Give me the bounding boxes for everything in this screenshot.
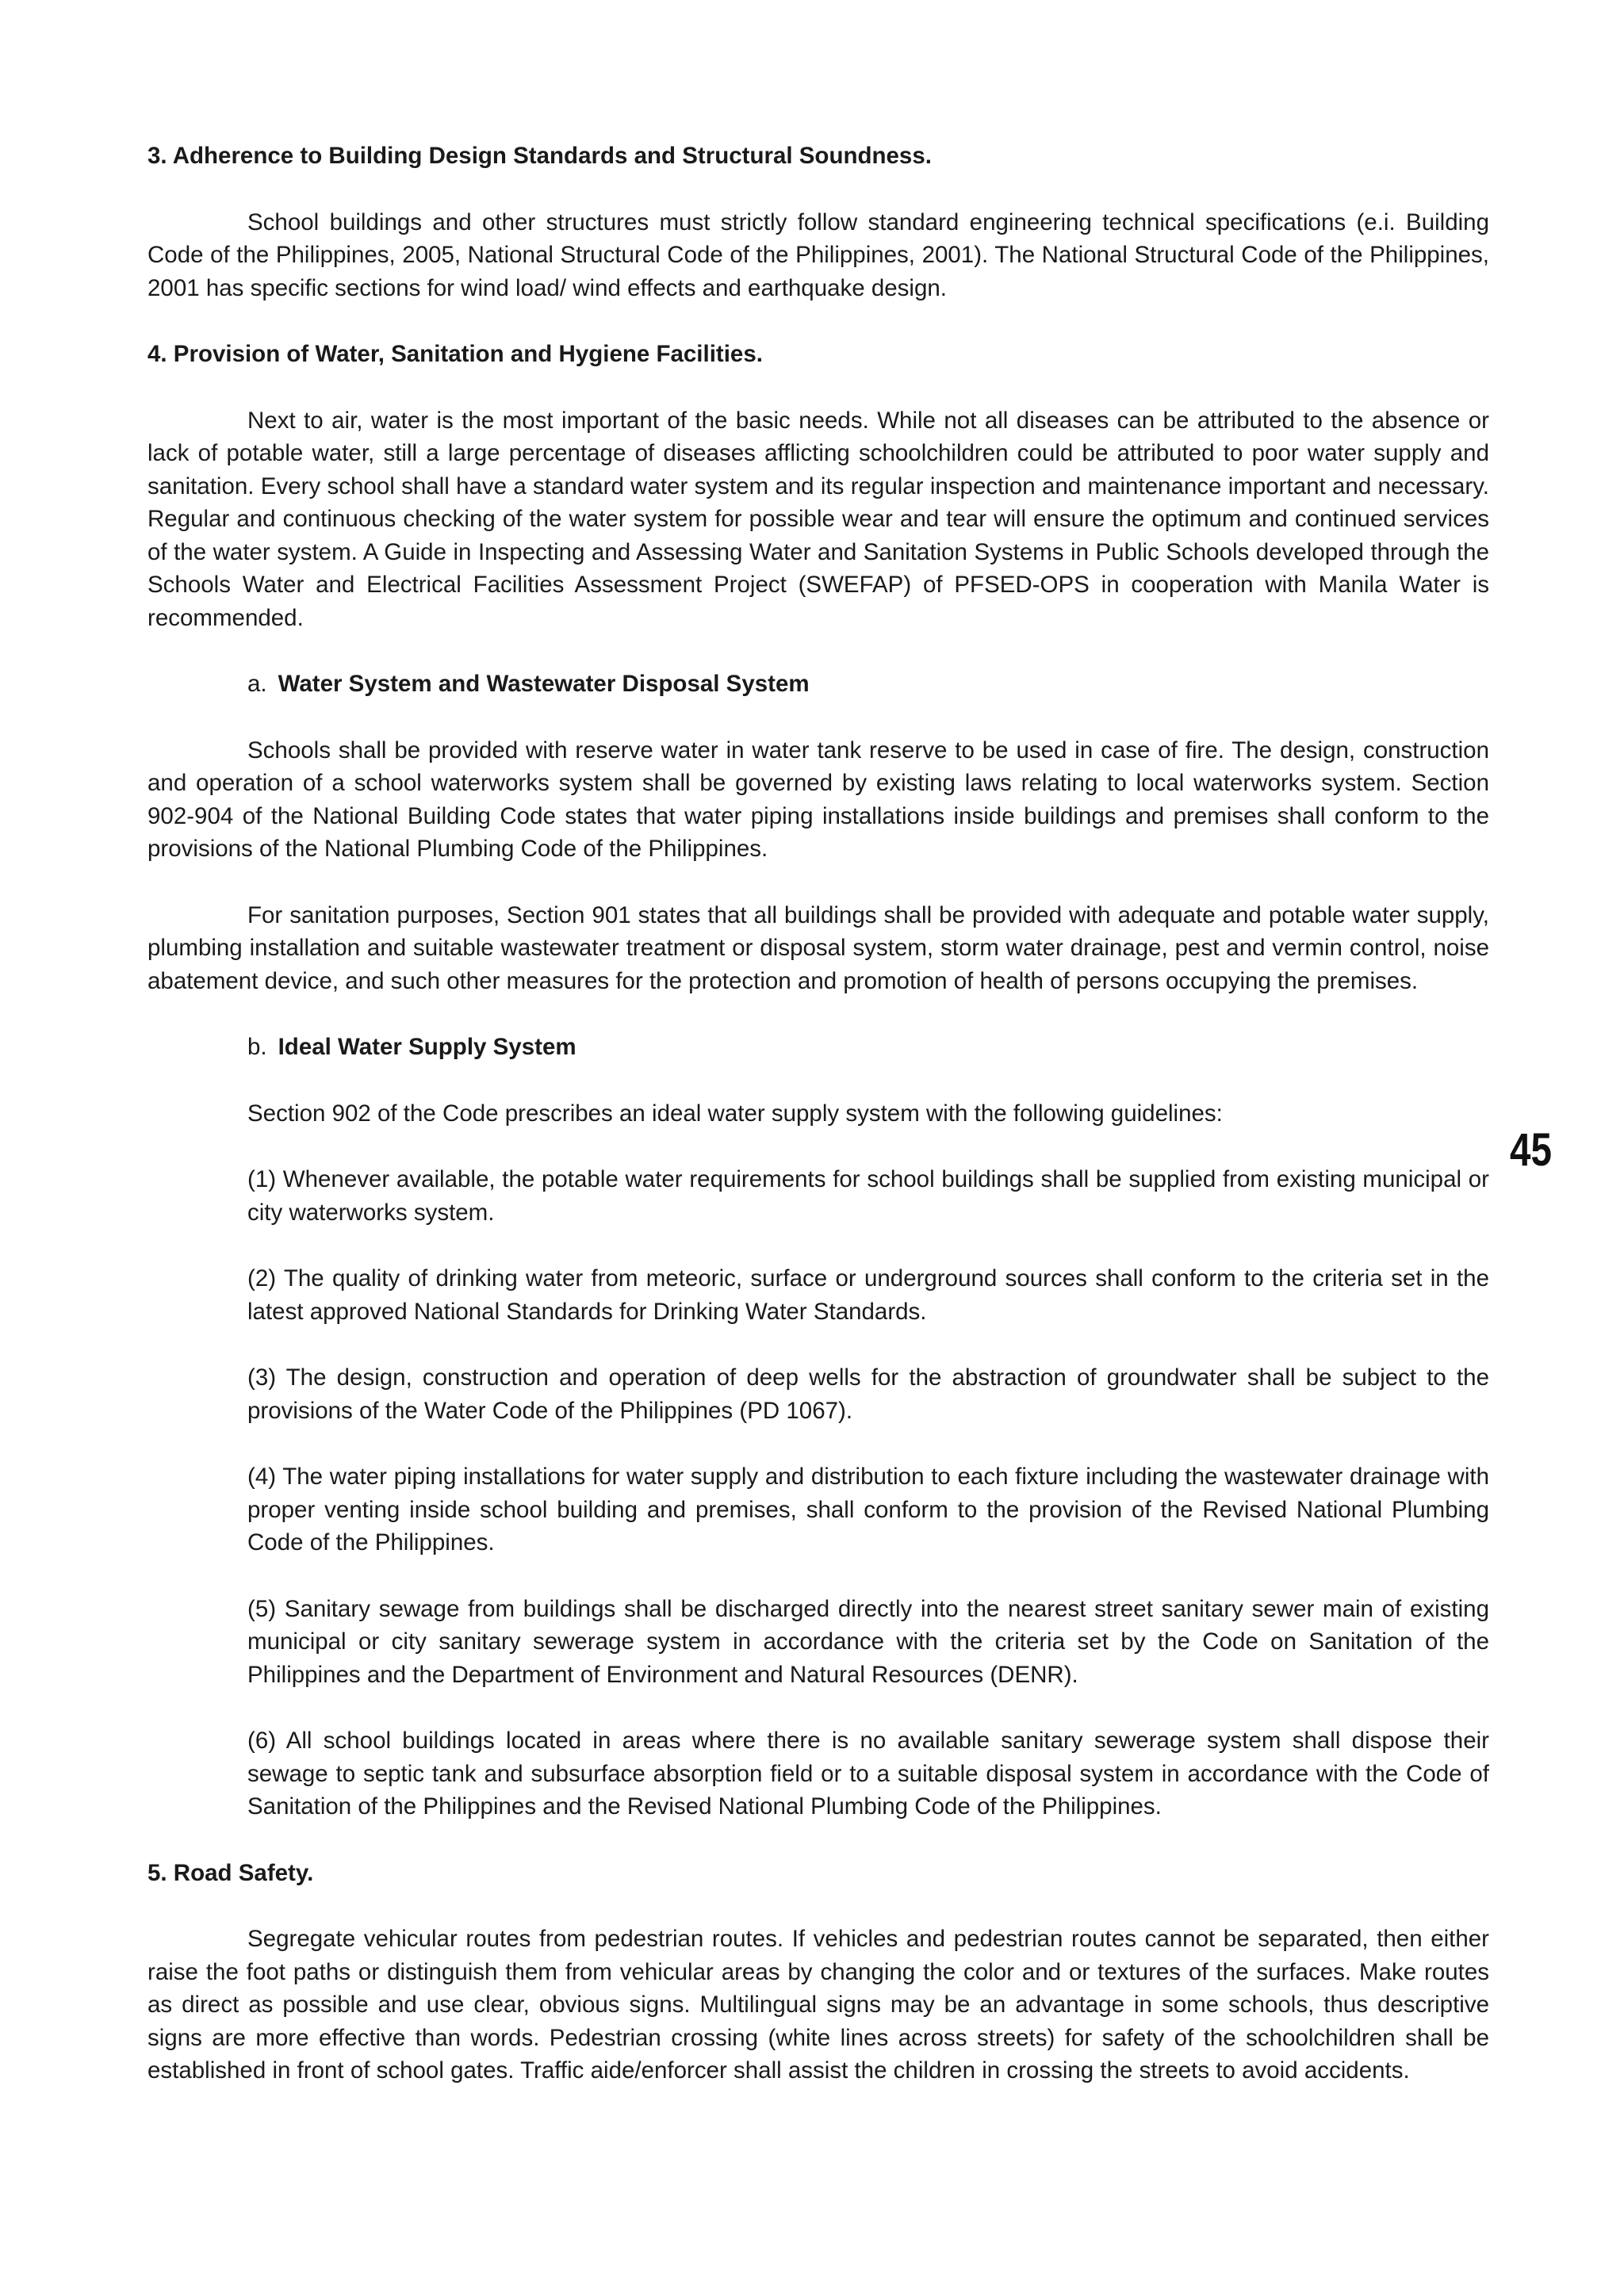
page-number: 45 [1510,1124,1552,1176]
guideline-item-5: (5) Sanitary sewage from buildings shall be discharged directly into the nearest street sanitary sewer main of existing municipal or city sanitary sewerage system in accordance with the criteria set by the Code on Sanitation of the Philippines and the Department of Environment and Natural Resources (DENR). [247,1595,1489,1688]
guideline-item-4: (4) The water piping installations for water supply and distribution to each fixture including the wastewater drainage with proper venting inside school building and premises, shall conform to the provision of the Revised National Plumbing Code of the Philippines. [247,1464,1489,1556]
section-4-paragraph: Next to air, water is the most important of the basic needs. While not all diseases can be attributed to the absence or lack of potable water, still a large percentage of diseases afflicting schoolchildren could be attributed to poor water supply and sanitation. Every school shall have a standard water system and its regular inspection and maintenance important and necessary. Regular and continuous checking of the water system for possible wear and tear will ensure the optimum and continued services of the water system. A Guide in Inspecting and Assessing Water and Sanitation Systems in Public Schools developed through the Schools Water and Electrical Facilities Assessment Project (SWEFAP) of PFSED-OPS in cooperation with Manila Water is recommended. [147,407,1489,631]
section-5-paragraph: Segregate vehicular routes from pedestrian routes. If vehicles and pedestrian routes cannot be separated, then either raise the foot paths or distinguish them from vehicular areas by changing the color and or textures of the surfaces. Make routes as direct as possible and use clear, obvious signs. Multilingual signs may be an advantage in some schools, thus descriptive signs are more effective than words. Pedestrian crossing (white lines across streets) for safety of the schoolchildren shall be established in front of school gates. Traffic aide/enforcer shall assist the children in crossing the streets to avoid accidents. [147,1926,1489,2084]
subsection-b-title: Ideal Water Supply System [278,1034,576,1060]
section-4-heading: 4. Provision of Water, Sanitation and Hygiene Facilities. [147,341,763,367]
subsection-a-letter: a. [247,671,267,697]
subsection-a-paragraph-2: For sanitation purposes, Section 901 states that all buildings shall be provided with adequate and potable water supply, plumbing installation and suitable wastewater treatment or disposal system, storm water drainage, pest and vermin control, noise abatement device, and such other measures for the protection and promotion of health of persons occupying the premises. [147,901,1489,994]
document-page [147,140,1489,2121]
guideline-item-3: (3) The design, construction and operation of deep wells for the abstraction of groundwater shall be subject to the provisions of the Water Code of the Philippines (PD 1067). [247,1364,1489,1424]
section-5-heading: 5. Road Safety. [147,1859,314,1886]
subsection-a-title: Water System and Wastewater Disposal System [278,671,810,697]
subsection-a-heading [247,668,1489,701]
subsection-a-paragraph-1: Schools shall be provided with reserve water in water tank reserve to be used in case of fire. The design, construction and operation of a school waterworks system shall be governed by existing laws relating to local waterworks system. Section 902-904 of the National Building Code states that water piping installations inside buildings and premises shall conform to the provisions of the National Plumbing Code of the Philippines. [147,737,1489,862]
guideline-item-1: (1) Whenever available, the potable water requirements for school buildings shall be supplied from existing municipal or city waterworks system. [247,1166,1489,1226]
subsection-b-letter: b. [247,1034,267,1060]
guideline-item-6: (6) All school buildings located in areas where there is no available sanitary sewerage system shall dispose their sewage to septic tank and subsurface absorption field or to a suitable disposal system in accordance with the Code of Sanitation of the Philippines and the Revised National Plumbing Code of the Philippines. [247,1728,1489,1820]
section-3-paragraph: School buildings and other structures must strictly follow standard engineering technical specifications (e.i. Building Code of the Philippines, 2005, National Structural Code of the Philippines, 2001). The National Structural Code of the Philippines, 2001 has specific sections for wind load/ wind effects and earthquake design. [147,209,1489,301]
section-3-heading: 3. Adherence to Building Design Standards and Structural Soundness. [147,143,932,169]
subsection-b-heading [247,1031,1489,1064]
subsection-b-intro: Section 902 of the Code prescribes an ideal water supply system with the following guidelines: [247,1100,1223,1127]
guideline-item-2: (2) The quality of drinking water from meteoric, surface or underground sources shall conform to the criteria set in the latest approved National Standards for Drinking Water Standards. [247,1265,1489,1325]
